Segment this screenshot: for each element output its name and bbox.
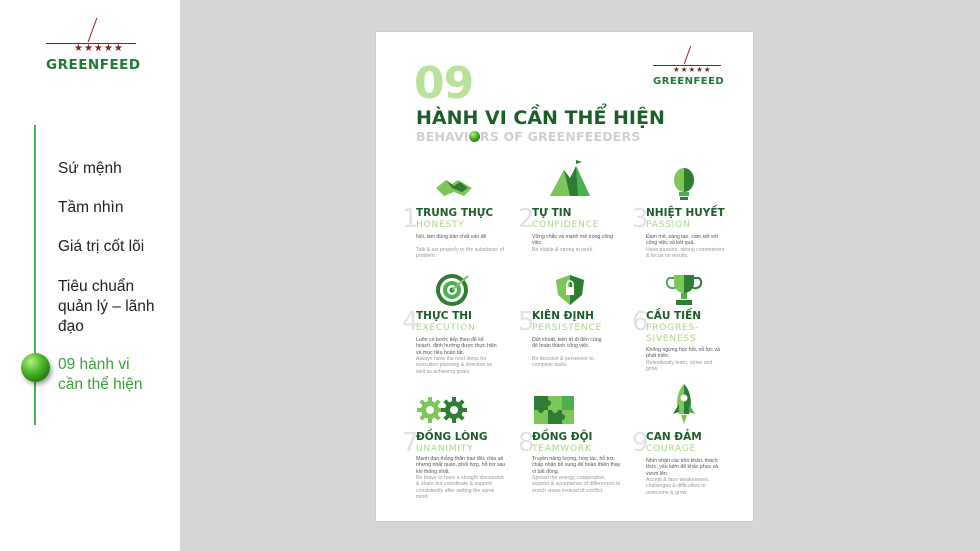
poster-logo: ★★★★★ GREENFEED — [653, 46, 723, 88]
behavior-description-vn: Mạnh dạn thẳng thắn trao đổi, chia sẻ nhưng nhất quán, phối hợp, hỗ trợ sau khi thống nhất. — [416, 456, 506, 475]
behavior-description-en: Relentlessly learn, strive and grow. — [646, 360, 713, 373]
greenfeed-logo: ★★★★★ GREENFEED — [46, 18, 138, 74]
behavior-title-en: UNANIMITY — [416, 444, 474, 454]
behavior-title-en: EXECUTION — [416, 323, 476, 333]
nav-item-mission[interactable]: Sứ mệnh — [58, 160, 122, 177]
behavior-description-vn: Đam mê, sáng tạo, cam kết với công việc và kết quả. — [646, 234, 719, 247]
behavior-number: 1 — [402, 204, 419, 234]
active-indicator-ball — [21, 353, 50, 382]
behavior-number: 4 — [402, 307, 419, 337]
sidebar — [0, 0, 180, 551]
behavior-description-en: Accept & face weaknesses, challenges & difficulties to overcome & grow. — [646, 477, 710, 496]
puzzle-icon — [532, 394, 576, 428]
behavior-title-en: CONFIDENCE — [532, 220, 600, 230]
behavior-title-vn: CAN ĐẢM — [646, 431, 702, 443]
behavior-description-vn: Không ngừng học hỏi, nỗ lực và phát triển. — [646, 347, 720, 360]
behavior-description-vn: Truyền năng lượng, hợp tác, hỗ trợ, chấp nhận bổ sung để hoàn thiện thay vì bất đồng. — [532, 456, 621, 475]
behavior-description-vn: Nhìn nhận các khó khăn, thách thức, yếu kém để khắc phục và vươn lên. — [646, 458, 719, 477]
big-number: 09 — [414, 58, 474, 109]
behaviors-poster — [376, 32, 753, 521]
lightbulb-icon — [664, 166, 704, 204]
nav-item-leadership-standards[interactable]: Tiêu chuẩn quản lý – lãnh đạo — [58, 278, 155, 335]
poster-subtitle: BEHAVI RS OF GREENFEEDERS — [416, 129, 641, 144]
behavior-description-en: Be brave to have a straight discussion & share but coordinate & support consistently after setting the same mind. — [416, 475, 504, 501]
behavior-number: 6 — [632, 307, 649, 337]
nav-item-core-values[interactable]: Giá trị cốt lõi — [58, 238, 145, 255]
behavior-title-en: PERSISTENCE — [532, 323, 603, 333]
green-ball-dot — [469, 131, 480, 142]
behavior-title-vn: ĐỒNG LÒNG — [416, 431, 488, 443]
behavior-title-vn: TỰ TIN — [532, 207, 572, 219]
behavior-description-en: Always have the next steps for execution planning & direction as well as achieving goals. — [416, 356, 493, 375]
behavior-title-vn: TRUNG THỰC — [416, 207, 494, 219]
behavior-number: 9 — [632, 428, 649, 458]
nav-item-09-behaviors[interactable]: 09 hành vi cần thể hiện — [58, 356, 143, 393]
gears-icon — [416, 394, 468, 428]
behavior-title-en: PASSION — [646, 220, 691, 230]
behavior-description-vn: Nói, làm đúng bản chất vấn đề — [416, 234, 487, 240]
behavior-description-vn: Dứt khoát, kiên trì đi đến cùng để hoàn thành công việc. — [532, 337, 602, 350]
behavior-title-en: COURAGE — [646, 444, 697, 454]
shield-icon — [550, 273, 590, 307]
handshake-icon — [434, 170, 474, 204]
target-icon — [434, 273, 474, 307]
behavior-title-en: TEAMWORK — [532, 444, 592, 454]
behavior-title-en: HONESTY — [416, 220, 465, 230]
behavior-number: 8 — [518, 428, 535, 458]
behavior-description-en: Spread the energy, cooperation, support & acceptance of differences to enrich views instead of conflict. — [532, 475, 621, 494]
mountain-icon — [550, 160, 590, 200]
behavior-title-en: PROGRES- SIVENESS — [646, 323, 700, 344]
behavior-title-vn: ĐỒNG ĐỘI — [532, 431, 593, 443]
trophy-icon — [664, 273, 704, 307]
behavior-title-vn: CẦU TIẾN — [646, 310, 702, 322]
behavior-description-en: Have passion, strong commitment & focus on results. — [646, 247, 725, 260]
behavior-number: 3 — [632, 204, 649, 234]
behavior-number: 5 — [518, 307, 535, 337]
behavior-description-vn: Vững chắc và mạnh mẽ trong công việc. — [532, 234, 614, 247]
behavior-description-vn: Luôn có bước tiếp theo để kế hoạch, định hướng được thực hiện và mục tiêu hoàn tất. — [416, 337, 497, 356]
behavior-number: 7 — [402, 428, 419, 458]
behavior-title-vn: THỰC THI — [416, 310, 472, 322]
behavior-title-vn: NHIỆT HUYẾT — [646, 207, 725, 219]
behavior-description-en: Talk & act properly to the substance of problem. — [416, 247, 504, 260]
behavior-description-en: Be decisive & persevere to complete tasks. — [532, 356, 594, 369]
behavior-description-en: Be stable & strong in work. — [532, 247, 594, 253]
behavior-number: 2 — [518, 204, 535, 234]
nav-item-vision[interactable]: Tầm nhìn — [58, 199, 124, 216]
behavior-title-vn: KIÊN ĐỊNH — [532, 310, 594, 322]
rocket-icon — [664, 382, 704, 426]
poster-title: HÀNH VI CẦN THỂ HIỆN — [416, 107, 665, 129]
